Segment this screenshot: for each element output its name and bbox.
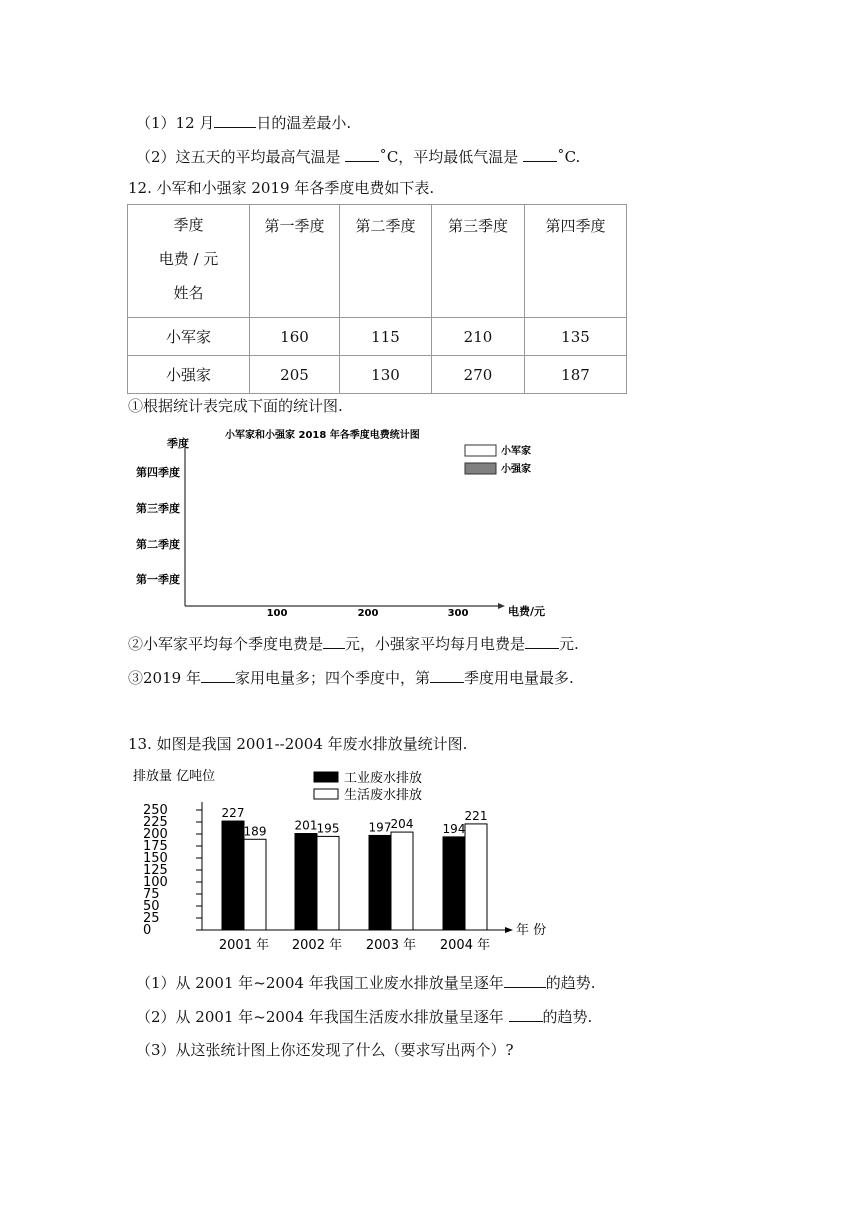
bar <box>391 832 413 930</box>
fee-chart-title: 小军家和小强家 2018 年各季度电费统计图 <box>225 430 420 441</box>
legend-swatch <box>465 463 496 474</box>
q12-part3: ③2019 年 家用电量多；四个季度中，第 季度用电量最多. <box>128 669 574 687</box>
waste-chart-x-label: 年 份 <box>516 923 547 938</box>
q12-part2: ②小军家平均每个季度电费是 元，小强家平均每月电费是 元. <box>128 635 579 653</box>
waste-water-chart <box>125 762 565 962</box>
bar <box>244 839 266 930</box>
answer-blank[interactable] <box>509 1006 543 1022</box>
answer-blank[interactable] <box>201 667 235 683</box>
answer-blank[interactable] <box>504 972 546 988</box>
legend-swatch <box>465 445 496 456</box>
bar <box>369 835 391 930</box>
q12-title: 12. 小军和小强家 2019 年各季度电费如下表. <box>128 179 435 197</box>
bar-value-label: 221 <box>464 808 488 823</box>
q11-part1: （1）12 月 日的温差最小. <box>136 114 352 132</box>
y-tick-label: 50 <box>143 899 160 914</box>
table-row: 小强家 205 130 270 187 <box>128 356 627 394</box>
y-tick-label: 125 <box>143 863 168 878</box>
category-label: 第三季度 <box>136 502 180 515</box>
legend-swatch <box>314 789 338 799</box>
q13-title: 13. 如图是我国 2001--2004 年废水排放量统计图. <box>128 735 468 753</box>
table-header: 第二季度 <box>340 205 432 318</box>
x-axis-arrow-icon <box>498 603 505 609</box>
y-tick-label: 225 <box>143 815 168 830</box>
bar <box>222 821 244 930</box>
answer-blank[interactable] <box>214 112 256 128</box>
q11-part2: （2）这五天的平均最高气温是 ˚C，平均最低气温是 ˚C. <box>136 148 581 166</box>
answer-blank[interactable] <box>323 633 345 649</box>
x-tick-label: 300 <box>447 608 469 619</box>
legend-label: 小军家 <box>501 446 531 457</box>
category-label: 第四季度 <box>136 466 180 479</box>
y-tick-label: 75 <box>143 887 160 902</box>
answer-blank[interactable] <box>430 667 464 683</box>
y-tick-label: 175 <box>143 839 168 854</box>
x-category-label: 2001 年 <box>218 938 270 953</box>
bar-value-label: 194 <box>442 821 466 836</box>
bar <box>317 836 339 930</box>
legend-label: 生活废水排放 <box>344 788 423 803</box>
legend-label: 工业废水排放 <box>344 771 423 786</box>
table-header: 第一季度 <box>250 205 340 318</box>
fee-chart-y-label: 季度 <box>167 437 189 450</box>
q13-part1: （1）从 2001 年~2004 年我国工业废水排放量呈逐年 的趋势. <box>136 974 596 992</box>
legend <box>314 770 422 803</box>
x-category-label: 2002 年 <box>291 938 343 953</box>
bar <box>443 837 465 930</box>
y-tick-label: 100 <box>143 875 168 890</box>
table-corner-cell: 季度 电费 / 元 姓名 <box>128 205 250 318</box>
y-tick-label: 150 <box>143 851 168 866</box>
fee-table <box>127 204 627 394</box>
fee-chart-x-label: 电费/元 <box>508 605 546 618</box>
bar-value-label: 195 <box>316 821 340 836</box>
table-header: 第四季度 <box>525 205 627 318</box>
bar <box>465 824 487 930</box>
bar-value-label: 204 <box>390 817 414 832</box>
category-label: 第二季度 <box>136 538 180 551</box>
q13-part3: （3）从这张统计图上你还发现了什么（要求写出两个）? <box>136 1041 514 1059</box>
y-tick-label: 250 <box>143 803 168 818</box>
y-tick-label: 0 <box>143 923 152 938</box>
bar-value-label: 201 <box>294 818 318 833</box>
bar-value-label: 189 <box>243 824 267 839</box>
q13-part2: （2）从 2001 年~2004 年我国生活废水排放量呈逐年 的趋势. <box>136 1008 593 1026</box>
y-ticks <box>143 803 202 938</box>
bar-value-label: 197 <box>368 820 392 835</box>
answer-blank[interactable] <box>345 146 379 162</box>
x-tick-label: 200 <box>357 608 379 619</box>
x-category-label: 2004 年 <box>439 938 491 953</box>
answer-blank[interactable] <box>523 146 557 162</box>
x-tick-label: 100 <box>266 608 288 619</box>
y-tick-label: 200 <box>143 827 168 842</box>
legend-label: 小强家 <box>501 464 531 475</box>
q12-instruction1: ①根据统计表完成下面的统计图. <box>128 397 343 415</box>
x-axis-arrow-icon <box>505 927 513 933</box>
legend-swatch <box>314 772 338 782</box>
table-row: 小军家 160 115 210 135 <box>128 318 627 356</box>
table-header: 第三季度 <box>432 205 525 318</box>
bar <box>295 834 317 930</box>
category-label: 第一季度 <box>136 573 180 586</box>
waste-chart-y-label: 排放量 亿吨位 <box>133 769 216 784</box>
y-tick-label: 25 <box>143 911 160 926</box>
answer-blank[interactable] <box>525 633 559 649</box>
bars <box>219 806 490 953</box>
fee-chart <box>120 420 560 625</box>
x-category-label: 2003 年 <box>365 938 417 953</box>
bar-value-label: 227 <box>221 806 245 821</box>
